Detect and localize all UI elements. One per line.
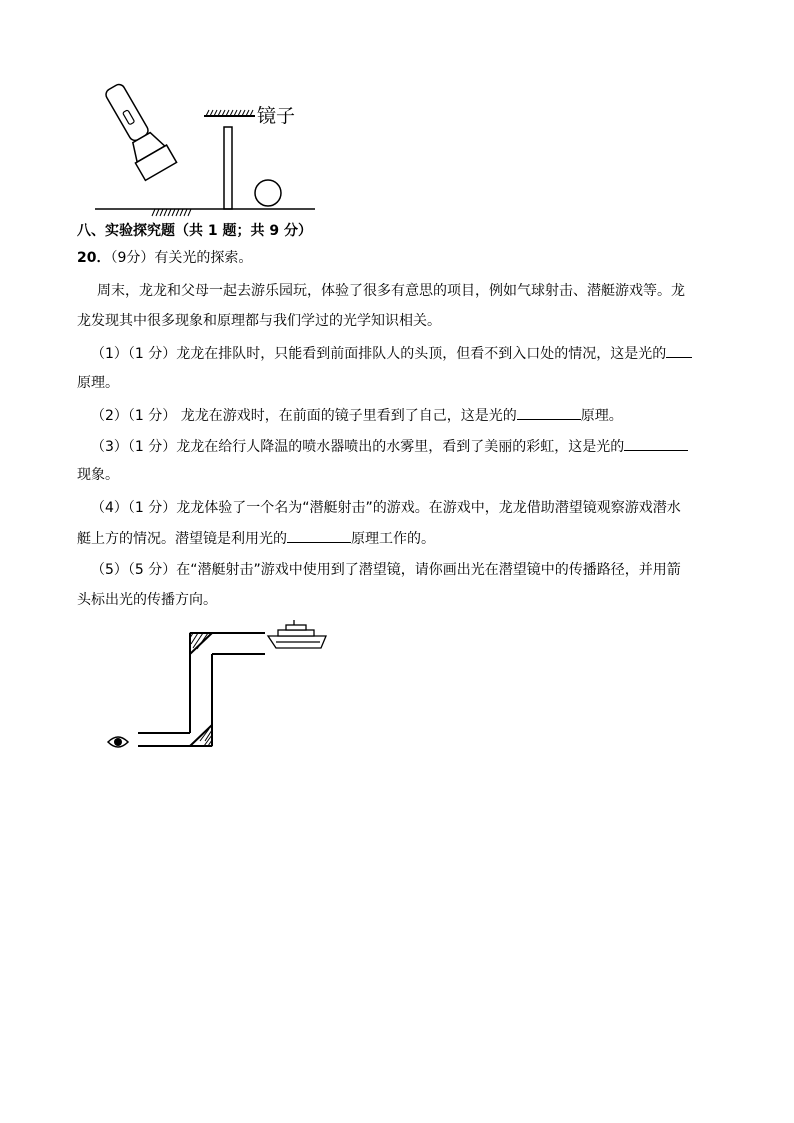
sub-question-2-text: （2）（1 分） 龙龙在游戏时，在前面的镜子里看到了自己，这是光的: [91, 408, 517, 424]
sub-question-4-line-2: [77, 528, 435, 549]
sub-question-2-after: 原理。: [580, 408, 623, 424]
intro-line-2: 龙发现其中很多现象和原理都与我们学过的光学知识相关。: [77, 313, 441, 329]
sub-question-4-after: 原理工作的。: [351, 531, 435, 547]
mirror-label: 镜子: [257, 105, 296, 127]
question-number: 20．: [77, 250, 111, 266]
sub-question-3: [91, 436, 688, 457]
ball: [255, 180, 281, 206]
sub-question-3-text: （3）（1 分）龙龙在给行人降温的喷水器喷出的水雾里，看到了美丽的彩虹，这是光的: [91, 439, 625, 455]
barrier-pole: [224, 127, 232, 209]
eye-icon: [108, 737, 128, 747]
sub-question-4-text: 艇上方的情况。潜望镜是利用光的: [77, 531, 287, 547]
question-title: 有关光的探索。: [154, 250, 253, 266]
sub-question-5-line-2: 头标出光的传播方向。: [77, 592, 217, 608]
question-points: （9分）: [110, 250, 155, 266]
section-title: 八、实验探究题（共 1 题；共 9 分）: [77, 223, 312, 239]
sub-question-2: [91, 405, 623, 426]
bottom-mirror: [190, 725, 212, 746]
sub-question-1-text: （1）（1 分）龙龙在排队时，只能看到前面排队人的头顶，但看不到入口处的情况，这是光的: [91, 346, 667, 362]
periscope-tube: [138, 633, 265, 746]
sub-question-1: [91, 343, 692, 364]
answer-blank-1[interactable]: [666, 343, 692, 358]
flashlight-icon: [97, 78, 177, 180]
question-heading: [77, 248, 252, 268]
answer-blank-2[interactable]: [517, 405, 581, 420]
intro-line-1: 周末，龙龙和父母一起去游乐园玩，体验了很多有意思的项目，例如气球射击、潜艇游戏等。龙: [97, 283, 685, 299]
ship-icon: [268, 620, 326, 648]
sub-question-4-line-1: （4）（1 分）龙龙体验了一个名为“潜艇射击”的游戏。在游戏中，龙龙借助潜望镜观察游戏潜水: [91, 500, 681, 516]
top-mirror: [190, 633, 212, 654]
answer-blank-4[interactable]: [287, 528, 351, 543]
sub-question-3-line-2: 现象。: [77, 467, 119, 483]
periscope-figure[interactable]: [100, 620, 340, 760]
flashlight-mirror-figure: [90, 75, 320, 220]
sub-question-1-line-2: 原理。: [77, 375, 119, 391]
answer-blank-3[interactable]: [624, 436, 688, 451]
sub-question-5-line-1: （5）（5 分）在“潜艇射击”游戏中使用到了潜望镜，请你画出光在潜望镜中的传播路径，并用箭: [91, 562, 681, 578]
